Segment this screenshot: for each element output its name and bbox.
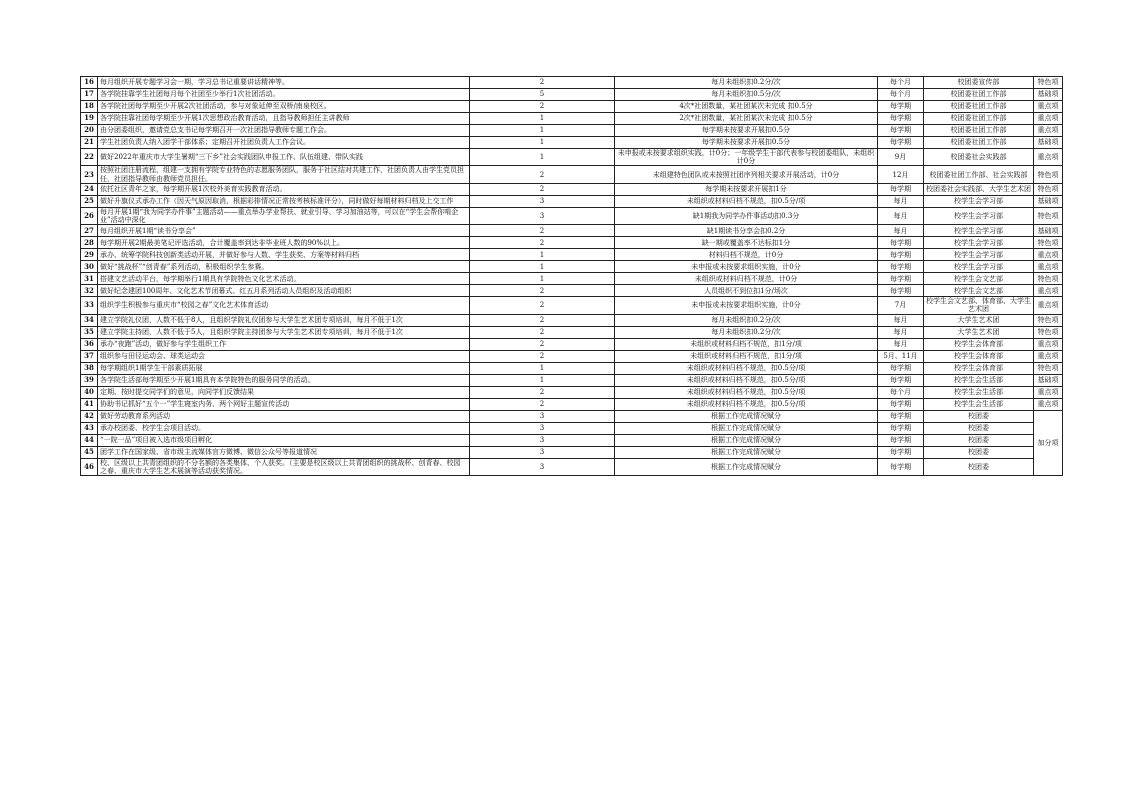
row-number: 24 [81,183,98,195]
check-frequency: 每学期 [878,458,924,475]
item-score: 3 [470,195,615,207]
table-row [81,297,1063,314]
check-frequency: 每学期 [878,261,924,273]
item-score: 2 [470,166,615,183]
item-score: 1 [470,113,615,125]
item-score: 2 [470,183,615,195]
item-description: 做好“挑战杯”“创青春”系列活动，积极组织学生参赛。 [98,261,470,273]
check-frequency: 每学期 [878,113,924,125]
item-score: 3 [470,458,615,475]
responsible-dept: 校团委 [924,422,1034,434]
deduction-rule: 每学期未按要求开展扣0.5分 [615,125,878,137]
responsible-dept: 校团委社团工作部、社会实践部 [924,166,1034,183]
responsible-dept: 校学生会学习部 [924,207,1034,224]
row-number: 42 [81,410,98,422]
deduction-rule: 每月未组织扣0.2分/次 [615,314,878,326]
check-frequency: 每学期 [878,285,924,297]
table-row [81,207,1063,224]
table-row [81,273,1063,285]
item-description: 团学工作在国家级、省市级主流媒体官方微博、微信公众号等报道情况 [98,446,470,458]
item-description: 各学院挂靠社团每学期至少开展1次思想政治教育活动，且指导教师担任主讲教师 [98,113,470,125]
item-description: 协助书记抓好“五个一”学生寝室内务、两个网好主题宣传活动 [98,398,470,410]
responsible-dept: 校团委社团工作部 [924,125,1034,137]
check-frequency: 每学期 [878,410,924,422]
item-score: 2 [470,225,615,237]
deduction-rule: 未组织或材料归档不规范，扣0.5分/项 [615,386,878,398]
deduction-rule: 每月未组织扣0.5分/次 [615,89,878,101]
table-row [81,125,1063,137]
responsible-dept: 校学生会文艺部 [924,285,1034,297]
check-frequency: 每月 [878,326,924,338]
item-score: 2 [470,386,615,398]
row-number: 17 [81,89,98,101]
item-category: 特色项 [1034,362,1063,374]
table-row [81,362,1063,374]
item-category: 重点项 [1034,285,1063,297]
table-row [81,398,1063,410]
responsible-dept: 校学生会文艺部、体育部、大学生艺术团 [924,297,1034,314]
item-category: 特色项 [1034,183,1063,195]
responsible-dept: 大学生艺术团 [924,326,1034,338]
item-description: 组织参与田径运动会、球类运动会 [98,350,470,362]
table-row [81,458,1063,475]
responsible-dept: 校团委社团工作部 [924,101,1034,113]
table-row [81,101,1063,113]
item-category: 重点项 [1034,149,1063,166]
item-score: 2 [470,237,615,249]
check-frequency: 5月、11月 [878,350,924,362]
item-score: 2 [470,338,615,350]
item-category: 重点项 [1034,249,1063,261]
row-number: 25 [81,195,98,207]
responsible-dept: 校学生会生活部 [924,374,1034,386]
responsible-dept: 校学生会学习部 [924,249,1034,261]
item-description: 承办校团委、校学生会项目活动。 [98,422,470,434]
item-description: 建立学院礼仪团，人数不低于8人，且组织学院礼仪团参与大学生艺术团专项培训，每月不低于1次 [98,314,470,326]
responsible-dept: 校团委社会实践部、大学生艺术团 [924,183,1034,195]
item-score: 1 [470,261,615,273]
item-description: 组织学生积极参与重庆市“校园之春”文化艺术体育活动 [98,297,470,314]
row-number: 21 [81,137,98,149]
row-number: 22 [81,149,98,166]
item-description: 每学期开展2期最美笔记评选活动，合计覆盖率到达非毕业班人数的90%以上。 [98,237,470,249]
item-category: 重点项 [1034,386,1063,398]
item-description: “一院一品”项目被入选市级项目孵化 [98,434,470,446]
table-row [81,77,1063,89]
responsible-dept: 校团委宣传部 [924,77,1034,89]
deduction-rule: 未申报或未按要求组织实践，计0分；一年级学生干部代表参与校团委组队，未组织计0分 [615,149,878,166]
check-frequency: 每月 [878,225,924,237]
deduction-rule: 未组织或材料归档不规范，扣1分/项 [615,350,878,362]
responsible-dept: 校学生会体育部 [924,362,1034,374]
row-number: 28 [81,237,98,249]
check-frequency: 每学期 [878,446,924,458]
responsible-dept: 大学生艺术团 [924,314,1034,326]
table-row [81,249,1063,261]
deduction-rule: 未组织或材料归档不规范，扣1分/项 [615,338,878,350]
table-row [81,446,1063,458]
deduction-rule: 材料归档不规范，计0分 [615,249,878,261]
responsible-dept: 校学生会生活部 [924,386,1034,398]
row-number: 26 [81,207,98,224]
check-frequency: 12月 [878,166,924,183]
deduction-rule: 人员组织不到位扣1分/场次 [615,285,878,297]
deduction-rule: 未申报或未按要求组织实施，计0分 [615,297,878,314]
item-score: 1 [470,137,615,149]
item-score: 2 [470,297,615,314]
item-description: 做好劳动教育系列活动 [98,410,470,422]
table-row [81,434,1063,446]
row-number: 35 [81,326,98,338]
item-score: 2 [470,285,615,297]
item-description: 按照社团注册流程，组建一支拥有学院专业特色的志愿服务团队，服务于社区结对共建工作，社团负责人由学生党员担任，社团指导教师由教师党员担任。 [98,166,470,183]
item-category: 特色项 [1034,273,1063,285]
responsible-dept: 校学生会学习部 [924,195,1034,207]
deduction-rule: 4次*社团数量，某社团某次未完成 扣0.5分 [615,101,878,113]
row-number: 31 [81,273,98,285]
deduction-rule: 每学期未按要求开展扣0.5分 [615,137,878,149]
row-number: 23 [81,166,98,183]
item-category: 基础项 [1034,374,1063,386]
item-category: 重点项 [1034,261,1063,273]
responsible-dept: 校学生会学习部 [924,261,1034,273]
responsible-dept: 校学生会体育部 [924,350,1034,362]
table-row [81,149,1063,166]
item-description: 每月组织开展专题学习会一期，学习总书记重要讲话精神等。 [98,77,470,89]
row-number: 29 [81,249,98,261]
bonus-category-cell: 加分项 [1034,410,1063,475]
deduction-rule: 每月未组织扣0.2分/次 [615,326,878,338]
item-description: 学生社团负责人纳入团学干部体系；定期召开社团负责人工作会议。 [98,137,470,149]
row-number: 18 [81,101,98,113]
table-row [81,326,1063,338]
item-score: 3 [470,446,615,458]
check-frequency: 每学期 [878,125,924,137]
table-row [81,374,1063,386]
deduction-rule: 未申报或未按要求组织实施，计0分 [615,261,878,273]
table-row [81,285,1063,297]
item-description: 定期、按时提交同学们的意见，向同学们反馈结果 [98,386,470,398]
check-frequency: 每月 [878,338,924,350]
deduction-rule: 每月未组织扣0.2分/次 [615,77,878,89]
deduction-rule: 根据工作完成情况赋分 [615,410,878,422]
item-category: 特色项 [1034,314,1063,326]
table-row [81,338,1063,350]
item-description: 各学院挂靠学生社团每月每个社团至少举行1次社团活动。 [98,89,470,101]
check-frequency: 每学期 [878,237,924,249]
item-score: 1 [470,362,615,374]
check-frequency: 7月 [878,297,924,314]
item-category: 基础项 [1034,137,1063,149]
table-row [81,137,1063,149]
item-score: 2 [470,314,615,326]
deduction-rule: 未组织或材料归档不规范，扣0.5分/项 [615,398,878,410]
row-number: 27 [81,225,98,237]
item-score: 2 [470,77,615,89]
item-score: 1 [470,273,615,285]
item-score: 1 [470,149,615,166]
check-frequency: 每学期 [878,249,924,261]
item-score: 3 [470,207,615,224]
deduction-rule: 未组织或材料归档不规范，扣0.5分/项 [615,374,878,386]
table-row [81,237,1063,249]
row-number: 32 [81,285,98,297]
check-frequency: 每个月 [878,386,924,398]
deduction-rule: 每学期未按要求开展扣1分 [615,183,878,195]
item-category: 特色项 [1034,77,1063,89]
check-frequency: 每个月 [878,77,924,89]
item-category: 特色项 [1034,237,1063,249]
item-description: 承办、统筹学院科技创新类活动开展，并做好参与人数、学生获奖、方案等材料归档 [98,249,470,261]
item-description: 做好纪念建团100周年、文化艺术节闭幕式、红五月系列活动人员组织及活动组织 [98,285,470,297]
deduction-rule: 未组织或材料归档不规范，扣0.5分/项 [615,195,878,207]
item-description: 每月开展1期“我为同学办件事”主题活动——重点举办学业帮扶、就业引导、学习加油站等，可以在“学生会帮你啃企业”活动中深化 [98,207,470,224]
responsible-dept: 校学生会学习部 [924,237,1034,249]
check-frequency: 每学期 [878,398,924,410]
check-frequency: 每月 [878,195,924,207]
item-score: 2 [470,398,615,410]
deduction-rule: 根据工作完成情况赋分 [615,434,878,446]
check-frequency: 9月 [878,149,924,166]
item-category: 基础项 [1034,195,1063,207]
item-description: 各学院生活部每学期至少开展1期具有本学院特色的服务同学的活动。 [98,374,470,386]
item-description: 校、区级以上共青团组织的不分名额的各类集体、个人获奖。（主要是校区级以上共青团组织的挑战杯、创青春、校园之春、重庆市大学生艺术展演等活动获奖情况。 [98,458,470,475]
table-row [81,166,1063,183]
item-category: 特色项 [1034,166,1063,183]
item-description: 每月组织开展1期“读书分享会” [98,225,470,237]
row-number: 16 [81,77,98,89]
deduction-rule: 根据工作完成情况赋分 [615,422,878,434]
responsible-dept: 校团委 [924,410,1034,422]
table-row [81,195,1063,207]
item-description: 建立学院主持团，人数不低于5人，且组织学院主持团参与大学生艺术团专项培训，每月不低于1次 [98,326,470,338]
item-description: 每学期组织1期学生干部素质拓展 [98,362,470,374]
table-row [81,261,1063,273]
table-row [81,225,1063,237]
row-number: 19 [81,113,98,125]
item-description: 各学院社团每学期至少开展2次社团活动，参与对象延伸至双桥/南泉校区。 [98,101,470,113]
item-category: 重点项 [1034,338,1063,350]
item-score: 3 [470,422,615,434]
row-number: 38 [81,362,98,374]
item-category: 重点项 [1034,113,1063,125]
item-category: 基础项 [1034,225,1063,237]
table-body [81,77,1063,476]
row-number: 40 [81,386,98,398]
row-number: 34 [81,314,98,326]
responsible-dept: 校团委社团工作部 [924,89,1034,101]
responsible-dept: 校团委 [924,446,1034,458]
responsible-dept: 校学生会文艺部 [924,273,1034,285]
deduction-rule: 根据工作完成情况赋分 [615,458,878,475]
table-row [81,386,1063,398]
check-frequency: 每学期 [878,434,924,446]
item-category: 重点项 [1034,350,1063,362]
table-row [81,410,1063,422]
item-category: 重点项 [1034,398,1063,410]
item-description: 做好升旗仪式承办工作（因天气原因取消，根据彩排情况正常按考核标准评分），同时做好每期材料归档及上交工作 [98,195,470,207]
deduction-rule: 未组织或材料归档不规范，扣0.5分/项 [615,362,878,374]
item-score: 3 [470,434,615,446]
responsible-dept: 校团委社团工作部 [924,113,1034,125]
row-number: 33 [81,297,98,314]
table-row [81,89,1063,101]
row-number: 36 [81,338,98,350]
item-category: 基础项 [1034,89,1063,101]
item-category: 特色项 [1034,326,1063,338]
item-score: 3 [470,410,615,422]
responsible-dept: 校团委社团工作部 [924,137,1034,149]
check-frequency: 每学期 [878,273,924,285]
deduction-rule: 未组建特色团队或未按照社团序列相关要求开展活动，计0分 [615,166,878,183]
responsible-dept: 校学生会学习部 [924,225,1034,237]
item-category: 重点项 [1034,125,1063,137]
responsible-dept: 校学生会生活部 [924,398,1034,410]
item-score: 2 [470,101,615,113]
check-frequency: 每学期 [878,137,924,149]
item-score: 1 [470,125,615,137]
row-number: 20 [81,125,98,137]
item-description: 做好2022年重庆市大学生暑期“三下乡”社会实践团队申报工作、队伍组建、带队实践 [98,149,470,166]
table-row [81,422,1063,434]
responsible-dept: 校学生会体育部 [924,338,1034,350]
row-number: 45 [81,446,98,458]
item-description: 由分团委组织，邀请党总支书记每学期召开一次社团指导教师专题工作会。 [98,125,470,137]
item-score: 2 [470,350,615,362]
responsible-dept: 校团委社会实践部 [924,149,1034,166]
item-description: 承办“夜跑”活动，做好参与学生组织工作 [98,338,470,350]
row-number: 37 [81,350,98,362]
check-frequency: 每个月 [878,89,924,101]
check-frequency: 每月 [878,207,924,224]
table-row [81,314,1063,326]
check-frequency: 每学期 [878,362,924,374]
item-category: 重点项 [1034,297,1063,314]
responsible-dept: 校团委 [924,434,1034,446]
row-number: 44 [81,434,98,446]
responsible-dept: 校团委 [924,458,1034,475]
item-category: 重点项 [1034,101,1063,113]
item-category: 特色项 [1034,207,1063,224]
table-row [81,350,1063,362]
check-frequency: 每学期 [878,183,924,195]
row-number: 39 [81,374,98,386]
check-frequency: 每学期 [878,101,924,113]
check-frequency: 每学期 [878,422,924,434]
check-frequency: 每月 [878,314,924,326]
item-score: 1 [470,249,615,261]
item-description: 搭建文艺活动平台，每学期举行1期具有学院特色文化艺术活动。 [98,273,470,285]
row-number: 46 [81,458,98,475]
scoring-table [80,76,1063,476]
item-score: 5 [470,89,615,101]
row-number: 41 [81,398,98,410]
deduction-rule: 未组织或材料归档不规范，计0分 [615,273,878,285]
item-score: 2 [470,326,615,338]
deduction-rule: 缺一期或覆盖率不达标扣1分 [615,237,878,249]
deduction-rule: 根据工作完成情况赋分 [615,446,878,458]
deduction-rule: 2次*社团数量，某社团某次未完成 扣0.5分 [615,113,878,125]
item-description: 依托社区青年之家，每学期开展1次校外美育实践教育活动。 [98,183,470,195]
row-number: 43 [81,422,98,434]
check-frequency: 每学期 [878,374,924,386]
table-row [81,113,1063,125]
item-score: 1 [470,374,615,386]
table-row [81,183,1063,195]
row-number: 30 [81,261,98,273]
deduction-rule: 缺1期读书分享会扣0.2分 [615,225,878,237]
deduction-rule: 缺1期我为同学办件事活动扣0.3分 [615,207,878,224]
